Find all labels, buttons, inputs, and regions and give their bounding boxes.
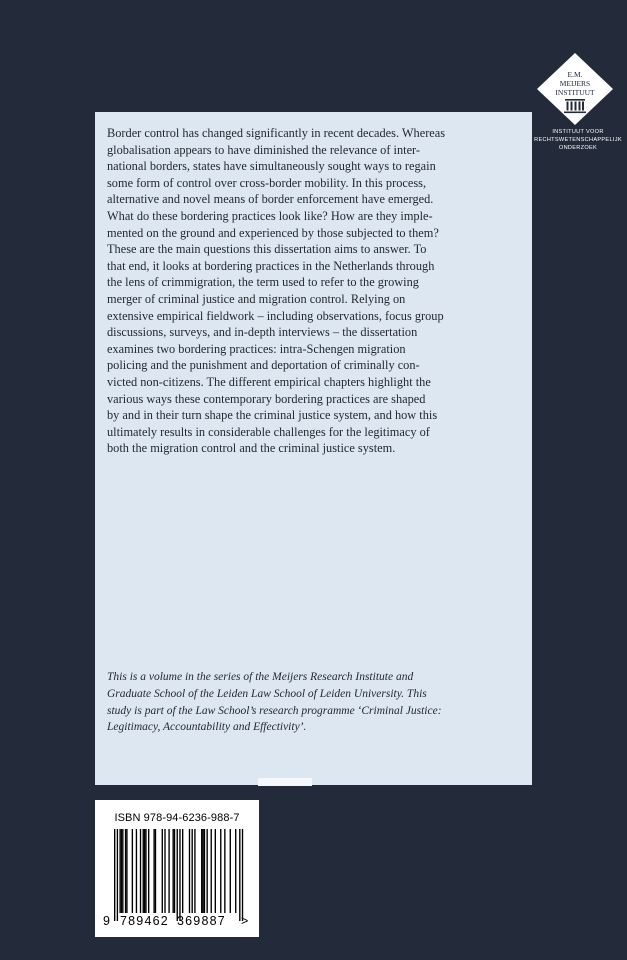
barcode-guard-bar <box>114 829 115 921</box>
barcode-bar <box>148 829 149 913</box>
barcode-bar <box>230 829 231 913</box>
barcode-bar <box>121 829 122 913</box>
barcode-bar <box>204 829 205 913</box>
barcode-bar <box>182 829 183 913</box>
barcode-bar <box>206 829 207 913</box>
barcode-bar <box>192 829 193 913</box>
barcode-bar <box>125 829 126 913</box>
barcode-bar <box>211 829 212 913</box>
barcode-bar <box>201 829 202 913</box>
barcode-bar <box>189 829 190 913</box>
barcode-right-digits: 369887 <box>177 914 226 928</box>
barcode-guard-bar <box>239 829 240 921</box>
barcode-bar <box>140 829 141 913</box>
barcode-guard-bar <box>179 829 180 921</box>
barcode-bar <box>194 829 195 913</box>
barcode-bar <box>145 829 146 913</box>
barcode-bar <box>168 829 169 913</box>
barcode-bar <box>143 829 144 913</box>
barcode-bar <box>126 829 127 913</box>
barcode-first-digit: 9 <box>103 914 110 928</box>
logo-line2: MEIJERS <box>559 79 591 88</box>
barcode-bar <box>136 829 137 913</box>
logo-subtitle: INSTITUUT VOOR RECHTSWETENSCHAPPELIJK ONDERZOEK <box>534 129 622 151</box>
barcode-bar <box>144 829 145 913</box>
barcode-bar <box>174 829 175 913</box>
barcode-guard-bar <box>177 829 178 921</box>
barcode-bar <box>122 829 123 913</box>
barcode-guard-bar <box>242 829 243 921</box>
barcode-bar <box>155 829 156 913</box>
barcode-bar <box>164 829 165 913</box>
barcode-quiet-marker: > <box>241 914 249 928</box>
barcode-bar <box>235 829 236 913</box>
logo-line3: INSTITUUT <box>555 88 595 97</box>
barcode-bar <box>172 829 173 913</box>
blurb-text: Border control has changed significantly in recent decades. Whereas globalisation appears to have diminished the relevance of inter- national borders, states have simultaneously sought ways to regain some form of control over cross-border mobility. In this process, alternative and novel means of border enforcement have emerged. What do these bordering practices look like? How are they imple- mented on the ground and experienced by those subjected to them? These are the main questions this dissertation aims to answer. To that end, it looks at bordering practices in the Netherlands through the lens of crimmigration, the term used to refer to the growing merger of criminal justice and migration control. Relying on extensive empirical fieldwork – including observations, focus group discussions, surveys, and in-depth interviews – the dissertation examines two bordering practices: intra-Schengen migration policing and the punishment and deportation of criminally con- victed non-citizens. The different empirical chapters highlight the various ways these contemporary bordering practices are shaped by and in their turn shape the criminal justice system, and how this ultimately results in considerable challenges for the legitimacy of both the migration control and the criminal justice system. <box>107 126 446 456</box>
barcode-bar <box>132 829 133 913</box>
barcode-bar <box>153 829 154 913</box>
barcode-bar <box>119 829 120 913</box>
panel-tab <box>258 778 312 786</box>
barcode-bar <box>162 829 163 913</box>
series-note: This is a volume in the series of the Meijers Research Institute and Graduate School of the Leiden Law School of Leiden University. This study is part of the Law School’s research programme ‘Criminal Justice: Legitimacy, Accountability and Effectivity’. <box>107 671 442 734</box>
barcode-bar <box>215 829 216 913</box>
back-cover-panel <box>95 112 532 785</box>
barcode-bar <box>202 829 203 913</box>
barcode-left-digits: 789462 <box>120 914 169 928</box>
isbn-text: ISBN 978-94-6236-988-7 <box>114 812 240 824</box>
barcode-guard-bar <box>117 829 118 921</box>
logo-line1: E.M. <box>567 70 583 79</box>
barcode-panel <box>95 800 259 937</box>
barcode-bar <box>220 829 221 913</box>
barcode-bar <box>224 829 225 913</box>
